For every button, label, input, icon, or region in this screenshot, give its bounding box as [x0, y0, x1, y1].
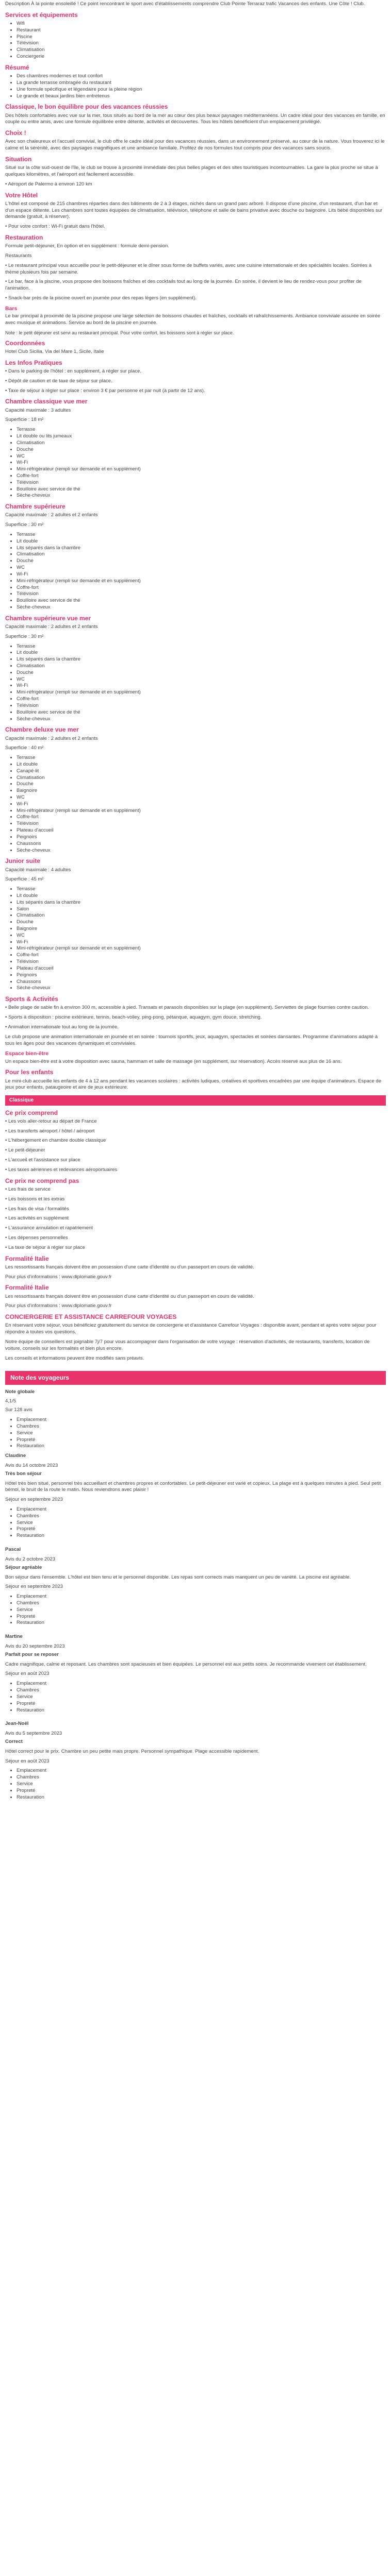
- review-author: Pascal: [5, 1547, 21, 1553]
- prix-comprend-title: Ce prix comprend: [5, 1109, 58, 1116]
- review-author: Claudine: [5, 1453, 26, 1459]
- resume-item: • Des chambres modernes et tout confort: [17, 73, 386, 80]
- room-feature: • Chaussons: [17, 979, 386, 986]
- room-feature: • WC: [17, 453, 386, 460]
- room-feature: • Chaussons: [17, 841, 386, 848]
- review-rating-item: • Service: [17, 1607, 386, 1614]
- votre-hotel-paragraph: L'hôtel est composé de 215 chambres réparties dans des bâtiments de 2 à 3 étages, nichés dans un grand parc arboré. Il dispose d'une piscine, d'un restaurant, d'un bar et d'un espace détente. Les chambres sont toutes équipées de climatisation, télévision, téléphone et salle de bains privative avec douche ou baignoire. Lits bébé disponibles sur demande (gratuit, à réserver).: [5, 200, 383, 220]
- room-feature: • Lit double: [17, 650, 386, 656]
- prix-comprend-item: • Les transferts aéroport / hôtel / aéroport: [5, 1128, 95, 1134]
- main-heading: Classique, le bon équilibre pour des vacances réussies: [5, 103, 168, 111]
- service-item: • Piscine: [17, 34, 386, 41]
- room-feature: • Coffre-fort: [17, 696, 386, 703]
- room-features: [5, 886, 386, 992]
- room-feature: • Climatisation: [17, 912, 386, 919]
- room-features: [5, 427, 386, 499]
- review-stay-date: Séjour en septembre 2023: [5, 1497, 63, 1503]
- review-item: [5, 1634, 386, 1714]
- room-features: [5, 643, 386, 723]
- prix-comprend-item: • L'accueil et l'assistance sur place: [5, 1157, 80, 1163]
- room-feature: • Télévision: [17, 703, 386, 709]
- review-title: Parfait pour se reposer: [5, 1651, 59, 1657]
- reviews-breakdown-item: • Restauration: [17, 1443, 386, 1450]
- service-item: • Conciergerie: [17, 54, 386, 60]
- review-rating-item: • Propreté: [17, 1701, 386, 1707]
- room-feature: • Climatisation: [17, 551, 386, 558]
- service-item: • Climatisation: [17, 47, 386, 54]
- room-feature: • Wi-Fi: [17, 460, 386, 466]
- room-feature: • Canapé-lit: [17, 768, 386, 775]
- room-feature: • Télévision: [17, 821, 386, 827]
- bars-title: Bars: [5, 305, 18, 312]
- resume-list: [5, 73, 386, 99]
- review-text: Hôtel très bien situé, personnel très accueillant et chambres propres et confortables. Le petit-déjeuner est varié et copieux. La plage est à quelques minutes à pied. Seul petit bémol, le bruit de la route le matin. Nous reviendrons avec plaisir !: [5, 1480, 381, 1493]
- room-feature: • Baignoire: [17, 788, 386, 794]
- room-spec: Superficie : 30 m²: [5, 633, 44, 639]
- review-rating-item: • Restauration: [17, 1794, 386, 1801]
- restauration-subtitle: Restaurants: [5, 253, 32, 259]
- review-title: Correct: [5, 1738, 23, 1744]
- room-spec: Capacité maximale : 4 adultes: [5, 867, 71, 873]
- room-feature: • Climatisation: [17, 663, 386, 670]
- sports-paragraph: Le club propose une animation internationale en journée et en soirée : tournois sportifs, jeux, aquagym, spectacles et soirées dansantes. Programme d'animations adapté à tous les âges pour des vacances dynamiques et conviviales.: [5, 1033, 378, 1046]
- room-feature: • Mini-réfrigérateur (rempli sur demande et en supplément): [17, 689, 386, 696]
- room-feature: • Wi-Fi: [17, 571, 386, 578]
- review-rating-item: • Restauration: [17, 1533, 386, 1539]
- review-ratings: [5, 1506, 386, 1539]
- room-feature: • Télévision: [17, 959, 386, 965]
- coordonnees-title: Coordonnées: [5, 339, 45, 347]
- room-feature: • Télévision: [17, 480, 386, 486]
- services-title: Services et équipements: [5, 11, 78, 19]
- formalite-paragraph-2: Les ressortissants français doivent être en possession d'une carte d'identité ou d'un passeport en cours de validité.: [5, 1293, 254, 1299]
- room-feature: • Coffre-fort: [17, 814, 386, 821]
- restauration-title: Restauration: [5, 234, 43, 241]
- room-spec: Superficie : 18 m²: [5, 417, 44, 423]
- room-feature: • Mini-réfrigérateur (rempli sur demande et en supplément): [17, 466, 386, 473]
- room-title: Chambre deluxe vue mer: [5, 726, 79, 734]
- room-spec: Superficie : 40 m²: [5, 745, 44, 751]
- room-title: Chambre supérieure: [5, 503, 66, 511]
- review-ratings: [5, 1768, 386, 1801]
- resume-item: • Le grande et beaux jardins bien entretenus: [17, 93, 386, 100]
- room-feature: • Sèche-cheveux: [17, 604, 386, 611]
- review-date: Avis du 14 octobre 2023: [5, 1462, 58, 1468]
- choix-title: Choix !: [5, 129, 26, 137]
- room-feature: • Sèche-cheveux: [17, 848, 386, 854]
- prix-comprend-item: • Le petit-déjeuner: [5, 1147, 45, 1154]
- room-feature: • Lits séparés dans la chambre: [17, 900, 386, 906]
- formalite-note-2: Pour plus d'informations : www.diplomatie.gouv.fr: [5, 1303, 112, 1309]
- bars-paragraph: Le bar principal à proximité de la piscine propose une large sélection de boissons chaudes et fraîches, cocktails et rafraîchissements. Ambiance conviviale assurée en soirée avec musique et animations. Service au bord de la piscine en journée.: [5, 313, 381, 326]
- room-feature: • Wi-Fi: [17, 683, 386, 689]
- room-feature: • Mini-réfrigérateur (rempli sur demande et en supplément): [17, 578, 386, 585]
- conciergerie-title: CONCIERGERIE ET ASSISTANCE CARREFOUR VOYAGES: [5, 1313, 177, 1321]
- sports-note: • Animation internationale tout au long de la journée.: [5, 1024, 119, 1030]
- room-feature: • Mini-réfrigérateur (rempli sur demande et en supplément): [17, 945, 386, 952]
- review-rating-item: • Service: [17, 1694, 386, 1701]
- espace-title: Espace bien-être: [5, 1050, 49, 1057]
- room-feature: • Bouilloire avec service de thé: [17, 709, 386, 716]
- room-feature: • Coffre-fort: [17, 585, 386, 591]
- review-text: Cadre magnifique, calme et reposant. Les chambres sont spacieuses et bien équipées. Le personnel est aux petits soins. Je recommande vivement cet établissement.: [5, 1661, 367, 1667]
- room-feature: • Douche: [17, 670, 386, 676]
- room-feature: • Douche: [17, 447, 386, 453]
- prix-comprend-item: • Les taxes aériennes et redevances aéroportuaires: [5, 1166, 118, 1173]
- prix-ne-comprend-item: • Les boissons et les extras: [5, 1196, 65, 1202]
- reviews-title: Note des voyageurs: [5, 1371, 386, 1384]
- reviews-score-label: Note globale: [5, 1388, 35, 1395]
- room-spec: Capacité maximale : 2 adultes et 2 enfants: [5, 623, 98, 630]
- info-item: • Dans le parking de l'hôtel : en supplément, à régler sur place.: [5, 368, 141, 374]
- review-rating-item: • Propreté: [17, 1526, 386, 1533]
- room-feature: • Douche: [17, 919, 386, 926]
- room-feature: • Lit double ou lits jumeaux: [17, 433, 386, 440]
- room-feature: • Lit double: [17, 761, 386, 768]
- review-rating-item: • Restauration: [17, 1707, 386, 1714]
- review-rating-item: • Restauration: [17, 1620, 386, 1626]
- prix-comprend-item: • Les vols aller-retour au départ de France: [5, 1118, 97, 1124]
- review-item: [5, 1453, 386, 1539]
- situation-paragraph: Situé sur la côte sud-ouest de l'île, le club se trouve à proximité immédiate des plus belles plages et des sites touristiques incontournables. La gare la plus proche se situe à quelques kilomètres, et l'aéroport est facilement accessible.: [5, 165, 378, 177]
- room-spec: Capacité maximale : 3 adultes: [5, 407, 71, 413]
- room-spec: Superficie : 30 m²: [5, 522, 44, 528]
- info-item: • Dépôt de caution et de taxe de séjour sur place.: [5, 378, 112, 384]
- room-feature: • Lit double: [17, 893, 386, 900]
- review-stay-date: Séjour en septembre 2023: [5, 1584, 63, 1590]
- review-rating-item: • Service: [17, 1781, 386, 1788]
- review-rating-item: • Chambres: [17, 1513, 386, 1520]
- room-features: [5, 755, 386, 854]
- prix-ne-comprend-item: • Les frais de visa / formalités: [5, 1206, 69, 1212]
- review-rating-item: • Propreté: [17, 1614, 386, 1620]
- prix-ne-comprend-item: • Les frais de service: [5, 1186, 51, 1192]
- restauration-item: • Le bar, face à la piscine, vous propose des boissons fraîches et des cocktails tout au long de la journée. En soirée, il devient le lieu de rendez-vous pour profiter de l'animation.: [5, 279, 362, 292]
- room-feature: • Terrasse: [17, 886, 386, 893]
- infos-title: Les Infos Pratiques: [5, 359, 62, 366]
- services-list: [5, 21, 386, 60]
- review-date: Avis du 2 octobre 2023: [5, 1556, 56, 1562]
- reviews-breakdown-item: • Chambres: [17, 1423, 386, 1430]
- room-feature: • Lits séparés dans la chambre: [17, 545, 386, 552]
- espace-paragraph: Un espace bien-être est à votre disposition avec sauna, hammam et salle de massage (en supplément, sur réservation). Accès réservé aux plus de 16 ans.: [5, 1058, 342, 1064]
- reviews-score: 4,1/5: [5, 1398, 17, 1404]
- room-feature: • Coffre-fort: [17, 952, 386, 959]
- reviews-breakdown-item: • Propreté: [17, 1437, 386, 1444]
- resume-item: • La grande terrasse ombragée du restaurant: [17, 80, 386, 87]
- room-spec: Superficie : 45 m²: [5, 876, 44, 883]
- room-title: Chambre classique vue mer: [5, 398, 88, 405]
- conciergerie-paragraph: En réservant votre séjour, vous bénéficiez gratuitement du service de conciergerie et d'assistance Carrefour Voyages : disponible avant, pendant et après votre séjour pour répondre à toutes vos questions.: [5, 1323, 377, 1335]
- situation-title: Situation: [5, 155, 32, 163]
- room-feature: • Terrasse: [17, 643, 386, 650]
- room-feature: • Mini-réfrigérateur (rempli sur demande et en supplément): [17, 808, 386, 815]
- room-feature: • Peignoirs: [17, 834, 386, 841]
- conciergerie-paragraph: Notre équipe de conseillers est joignable 7j/7 pour vous accompagner dans l'organisation de votre voyage : réservation d'activités, de restaurants, transferts, location de voiture, conseils sur les formalités et bien plus encore.: [5, 1339, 370, 1351]
- room-feature: • Douche: [17, 781, 386, 788]
- formalite-title: Formalité Italie: [5, 1255, 49, 1262]
- service-item: • Télévision: [17, 40, 386, 47]
- votre-hotel-note: • Pour votre confort : Wi-Fi gratuit dans l'hôtel.: [5, 224, 105, 230]
- reviews-breakdown: [5, 1417, 386, 1450]
- room-feature: • Terrasse: [17, 427, 386, 433]
- info-item: • Taxe de séjour à régler sur place : environ 3 € par personne et par nuit (à partir de 12 ans).: [5, 387, 205, 394]
- review-ratings: [5, 1594, 386, 1626]
- review-date: Avis du 5 septembre 2023: [5, 1731, 62, 1737]
- reviews-count: Sur 128 avis: [5, 1407, 32, 1413]
- room-feature: • Wi-Fi: [17, 939, 386, 946]
- reviews-breakdown-item: • Emplacement: [17, 1417, 386, 1423]
- review-ratings: [5, 1681, 386, 1714]
- room-feature: • Terrasse: [17, 755, 386, 761]
- room-feature: • WC: [17, 794, 386, 801]
- resume-title: Résumé: [5, 63, 29, 71]
- formalite-note: Pour plus d'informations : www.diplomatie.gouv.fr: [5, 1274, 112, 1280]
- room-feature: • Bouilloire avec service de thé: [17, 486, 386, 493]
- review-rating-item: • Emplacement: [17, 1506, 386, 1513]
- service-item: • Restaurant: [17, 27, 386, 34]
- room-spec: Capacité maximale : 2 adultes et 2 enfants: [5, 735, 98, 741]
- top-description: Description À la pointe ensoleillé ! Ce point rencontrant le sport avec d'établissements comprendre Club Pointe Terraraz trafic Vacances des enfants. Une Côte ! Club.: [5, 1, 365, 7]
- room-feature: • Baignoire: [17, 926, 386, 933]
- restauration-item: • Snack-bar près de la piscine ouvert en journée pour des repas légers (en supplément).: [5, 295, 197, 301]
- room-feature: • Terrasse: [17, 532, 386, 538]
- review-title: Séjour agréable: [5, 1564, 42, 1570]
- room-title: Junior suite: [5, 857, 41, 865]
- room-feature: • Climatisation: [17, 775, 386, 782]
- review-rating-item: • Emplacement: [17, 1768, 386, 1774]
- room-feature: • Salon: [17, 906, 386, 913]
- review-text: Bon séjour dans l'ensemble. L'hôtel est bien tenu et le personnel disponible. Les repas sont corrects mais manquent un peu de variété. La piscine est agréable.: [5, 1574, 351, 1580]
- sports-title: Sports & Activités: [5, 995, 58, 1003]
- review-text: Hôtel correct pour le prix. Chambre un peu petite mais propre. Personnel sympathique. Plage accessible rapidement.: [5, 1748, 259, 1754]
- prix-ne-comprend-item: • La taxe de séjour à régler sur place: [5, 1244, 85, 1250]
- conciergerie-paragraph: Les conseils et informations peuvent être modifiés sans préavis.: [5, 1355, 144, 1361]
- resume-item: • Une formule spécifique et légendaire pour la pleine région: [17, 87, 386, 93]
- review-item: [5, 1721, 386, 1801]
- sports-item: • Belle plage de sable fin à environ 300 m, accessible à pied. Transats et parasols disponibles sur la plage (en supplément). Serviettes de plage fournies contre caution.: [5, 1005, 369, 1011]
- room-feature: • Wi-Fi: [17, 801, 386, 808]
- room-feature: • Sèche-cheveux: [17, 493, 386, 499]
- room-feature: • Bouilloire avec service de thé: [17, 598, 386, 604]
- formalite-paragraph: Les ressortissants français doivent être en possession d'une carte d'identité ou d'un passeport en cours de validité.: [5, 1264, 254, 1270]
- situation-note: • Aéroport de Palermo à environ 120 km: [5, 181, 92, 187]
- room-feature: • Télévision: [17, 591, 386, 598]
- review-rating-item: • Chambres: [17, 1687, 386, 1694]
- room-feature: • Climatisation: [17, 440, 386, 447]
- review-rating-item: • Propreté: [17, 1788, 386, 1794]
- room-feature: • Plateau d'accueil: [17, 827, 386, 834]
- reviews-breakdown-item: • Service: [17, 1430, 386, 1437]
- review-rating-item: • Chambres: [17, 1774, 386, 1781]
- room-feature: • Sèche-cheveux: [17, 716, 386, 723]
- room-feature: • Coffre-fort: [17, 473, 386, 480]
- intro-paragraph: Des hôtels confortables avec vue sur la mer, tous situés au bord de la mer au cœur des plus beaux paysages méditerranéens. Un cadre idéal pour des vacances en famille, en couple ou entre amis, avec une formule équilibrée entre détente, activités et découvertes. Tous les hôtels bénéficient d'un emplacement privilégié.: [5, 112, 385, 125]
- sports-item: • Sports à disposition : piscine extérieure, tennis, beach-volley, ping-pong, pétanque, aquagym, gym douce, stretching.: [5, 1014, 262, 1021]
- bars-note: Note : le petit déjeuner est servi au restaurant principal. Pour votre confort, les boissons sont à régler sur place.: [5, 330, 234, 335]
- review-stay-date: Séjour en août 2023: [5, 1671, 50, 1677]
- votre-hotel-title: Votre Hôtel: [5, 191, 38, 199]
- room-feature: • WC: [17, 565, 386, 571]
- review-author: Jean-Noël: [5, 1721, 29, 1727]
- room-feature: • Lits séparés dans la chambre: [17, 656, 386, 663]
- review-item: [5, 1547, 386, 1626]
- choix-paragraph: Avec son chaleureux et l'accueil convivial, le club offre le cadre idéal pour des vacances réussies, dans un environnement préservé, au cœur de la nature. Vous trouverez ici le calme et la sérénité, avec des paysages magnifiques et une ambiance familiale. Profitez de nos formules tout compris pour des vacances sans soucis.: [5, 139, 385, 151]
- room-feature: • Sèche-cheveux: [17, 985, 386, 992]
- room-features: [5, 532, 386, 611]
- enfants-paragraph: Le mini-club accueille les enfants de 4 à 12 ans pendant les vacances scolaires : activités ludiques, créatives et sportives encadrées par une équipe d'animateurs. Espace de jeux pour enfants, pataugeoire et aire de jeux extérieure.: [5, 1078, 381, 1091]
- formalite-title-2: Formalité Italie: [5, 1284, 49, 1292]
- room-feature: • Douche: [17, 558, 386, 565]
- review-stay-date: Séjour en août 2023: [5, 1758, 50, 1764]
- room-feature: • WC: [17, 933, 386, 939]
- room-title: Chambre supérieure vue mer: [5, 614, 91, 622]
- restauration-item: • Le restaurant principal vous accueille pour le petit-déjeuner et le dîner sous forme de buffets variés, avec une cuisine internationale et des spécialités locales. Soirées à thème plusieurs fois par semaine.: [5, 262, 372, 275]
- review-rating-item: • Emplacement: [17, 1594, 386, 1600]
- room-feature: • WC: [17, 676, 386, 683]
- prix-ne-comprend-title: Ce prix ne comprend pas: [5, 1177, 79, 1184]
- review-title: Très bon séjour: [5, 1470, 42, 1477]
- review-rating-item: • Chambres: [17, 1600, 386, 1607]
- review-rating-item: • Service: [17, 1520, 386, 1527]
- prix-ne-comprend-item: • Les activités en supplément: [5, 1215, 69, 1222]
- enfants-title: Pour les enfants: [5, 1069, 54, 1076]
- room-spec: Capacité maximale : 2 adultes et 2 enfants: [5, 512, 98, 518]
- restauration-paragraph: Formule petit-déjeuner, En option et en supplément : formule demi-pension.: [5, 243, 169, 249]
- room-feature: • Plateau d'accueil: [17, 965, 386, 972]
- review-author: Martine: [5, 1634, 23, 1640]
- coordonnees-text: Hotel Club Sicilia, Via del Mare 1, Sicile, Italie: [5, 349, 104, 354]
- review-rating-item: • Emplacement: [17, 1681, 386, 1687]
- classique-tag: Classique: [5, 1095, 386, 1106]
- room-feature: • Lit double: [17, 538, 386, 545]
- prix-ne-comprend-item: • Les dépenses personnelles: [5, 1234, 68, 1241]
- review-date: Avis du 20 septembre 2023: [5, 1643, 65, 1650]
- prix-ne-comprend-item: • L'assurance annulation et rapatriement: [5, 1225, 93, 1231]
- prix-comprend-item: • L'hébergement en chambre double classique: [5, 1138, 106, 1144]
- service-item: • Wifi: [17, 21, 386, 27]
- room-feature: • Peignoirs: [17, 972, 386, 979]
